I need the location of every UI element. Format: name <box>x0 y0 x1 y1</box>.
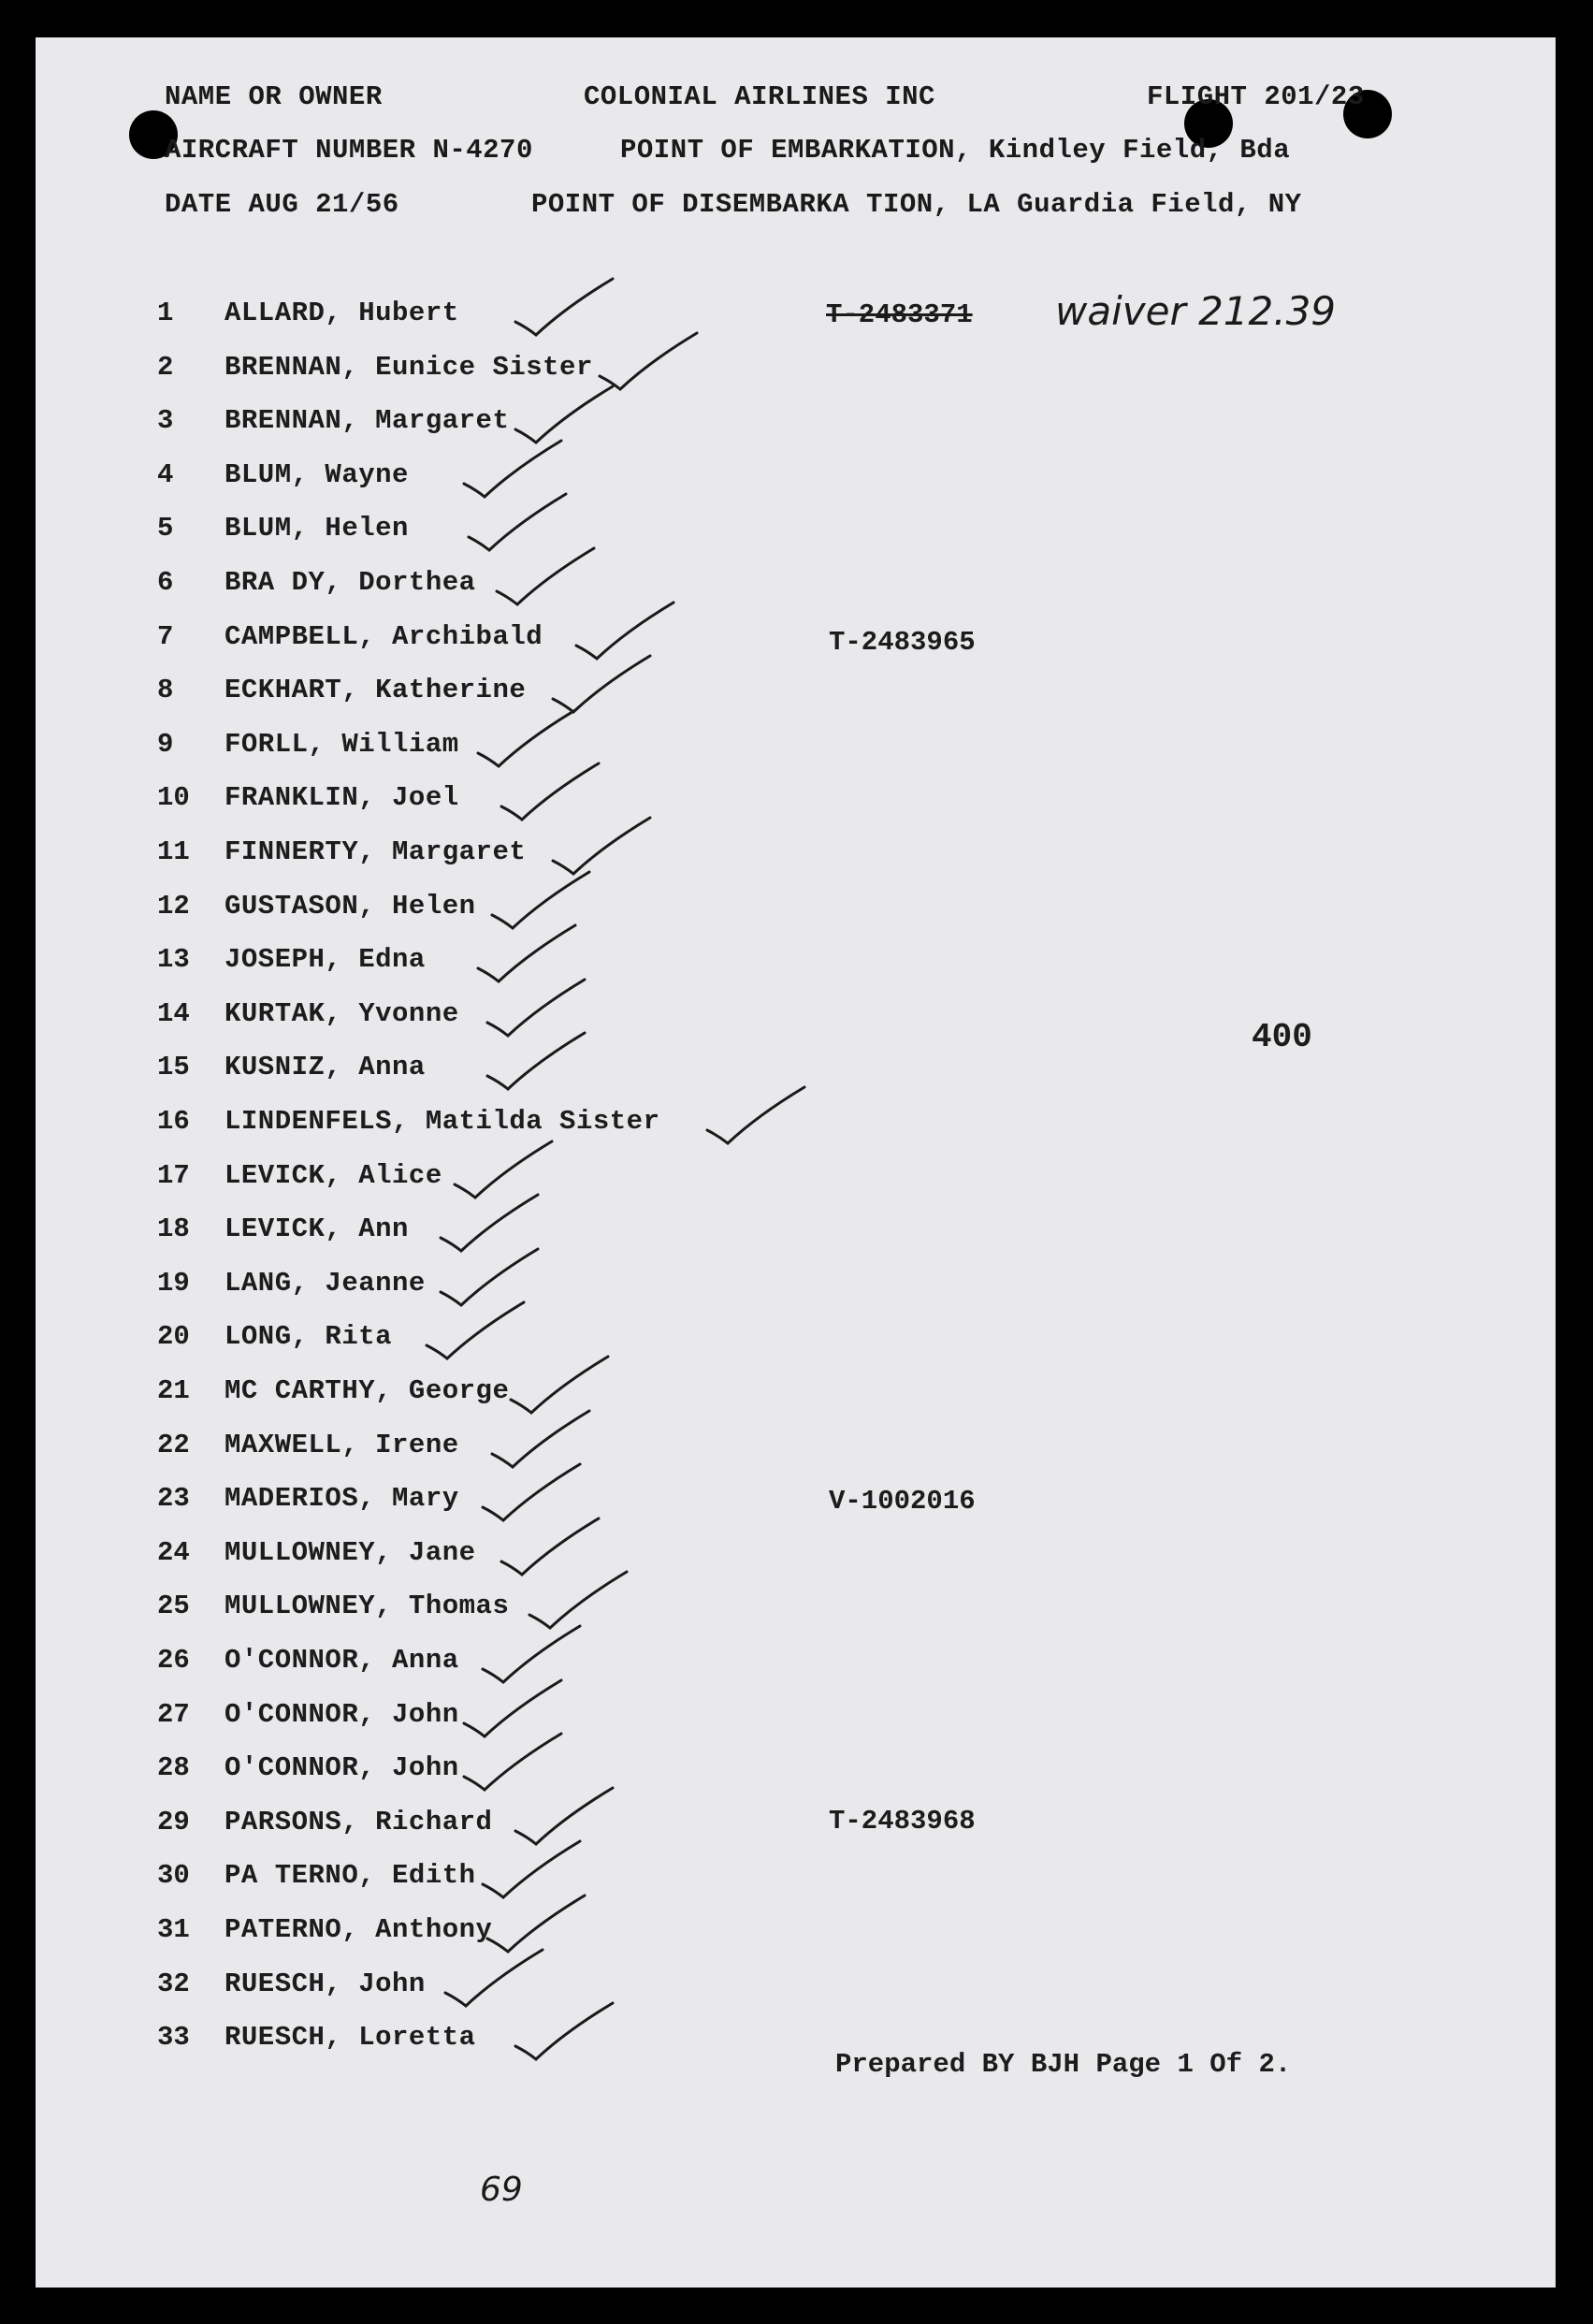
passenger-name: GUSTASON, Helen <box>224 890 476 922</box>
waiver-note: waiver 212.39 <box>1055 288 1337 334</box>
point-of-disembarkation: POINT OF DISEMBARKA TION, LA Guardia Field, NY <box>531 189 1302 220</box>
passenger-number: 25 <box>157 1590 190 1622</box>
passenger-name: O'CONNOR, Anna <box>224 1645 459 1676</box>
passenger-count: 400 <box>1252 1018 1312 1056</box>
passenger-number: 15 <box>157 1052 190 1083</box>
passenger-number: 11 <box>157 836 190 867</box>
passenger-name: O'CONNOR, John <box>224 1752 459 1784</box>
passenger-number: 1 <box>157 298 174 328</box>
passenger-number: 19 <box>157 1267 190 1299</box>
prepared-by-footer: Prepared BY BJH Page 1 Of 2. <box>835 2049 1292 2080</box>
passenger-number: 3 <box>157 405 174 437</box>
passenger-row <box>36 675 1556 729</box>
passenger-row <box>36 1537 1556 1591</box>
passenger-name: LANG, Jeanne <box>224 1267 426 1299</box>
passenger-name: KUSNIZ, Anna <box>224 1052 426 1083</box>
passenger-name: PA TERNO, Edith <box>224 1860 476 1892</box>
passenger-row <box>36 1375 1556 1430</box>
manifest-sheet <box>36 37 1556 2288</box>
passenger-name: JOSEPH, Edna <box>224 944 426 976</box>
passenger-name: LEVICK, Ann <box>224 1213 409 1245</box>
passenger-row <box>36 729 1556 783</box>
passenger-name: LONG, Rita <box>224 1321 393 1353</box>
point-of-embarkation: POINT OF EMBARKATION, Kindley Field, Bda <box>620 135 1291 166</box>
passenger-number: 23 <box>157 1483 190 1515</box>
passenger-row <box>36 782 1556 836</box>
passenger-row <box>36 1699 1556 1753</box>
owner-label: NAME OR OWNER <box>165 81 383 112</box>
passenger-number: 18 <box>157 1213 190 1245</box>
passenger-row <box>36 513 1556 567</box>
passenger-name: FORLL, William <box>224 728 459 760</box>
passenger-name: ECKHART, Katherine <box>224 675 527 706</box>
passenger-row <box>36 1968 1556 2023</box>
ticket-number-7: T-2483965 <box>829 627 976 658</box>
passenger-name: MULLOWNEY, Jane <box>224 1536 476 1568</box>
passenger-name: FINNERTY, Margaret <box>224 836 527 867</box>
passenger-number: 26 <box>157 1645 190 1676</box>
passenger-number: 7 <box>157 620 174 652</box>
passenger-number: 22 <box>157 1429 190 1460</box>
passenger-number: 13 <box>157 944 190 976</box>
passenger-name: KURTAK, Yvonne <box>224 997 459 1029</box>
passenger-row <box>36 567 1556 621</box>
checkmark-icon <box>700 1082 821 1156</box>
checkmark-icon <box>508 1997 630 2072</box>
passenger-number: 33 <box>157 2022 190 2054</box>
passenger-row <box>36 1430 1556 1484</box>
passenger-row <box>36 1914 1556 1968</box>
passenger-name: PARSONS, Richard <box>224 1806 493 1837</box>
passenger-name: MADERIOS, Mary <box>224 1483 459 1515</box>
checkmark-icon <box>480 1027 601 1102</box>
passenger-name: LINDENFELS, Matilda Sister <box>224 1106 660 1137</box>
passenger-name: RUESCH, Loretta <box>224 2022 476 2054</box>
passenger-name: BRENNAN, Eunice Sister <box>224 351 593 383</box>
passenger-name: LEVICK, Alice <box>224 1159 442 1191</box>
passenger-name: BLUM, Wayne <box>224 458 409 490</box>
passenger-name: BRENNAN, Margaret <box>224 405 510 437</box>
passenger-row <box>36 1807 1556 1861</box>
passenger-number: 14 <box>157 997 190 1029</box>
passenger-name: BRA DY, Dorthea <box>224 567 476 598</box>
passenger-name: FRANKLIN, Joel <box>224 782 459 814</box>
airline-name: COLONIAL AIRLINES INC <box>584 81 935 112</box>
passenger-row <box>36 1106 1556 1160</box>
passenger-number: 24 <box>157 1536 190 1568</box>
manifest-date: DATE AUG 21/56 <box>165 189 399 220</box>
passenger-number: 31 <box>157 1914 190 1945</box>
passenger-row <box>36 1213 1556 1268</box>
passenger-name: CAMPBELL, Archibald <box>224 620 543 652</box>
passenger-number: 16 <box>157 1106 190 1137</box>
passenger-number: 8 <box>157 675 174 706</box>
ticket-number-23: V-1002016 <box>829 1486 976 1517</box>
passenger-name: RUESCH, John <box>224 1968 426 1999</box>
passenger-row <box>36 459 1556 514</box>
passenger-name: MC CARTHY, George <box>224 1375 510 1406</box>
passenger-number: 2 <box>157 351 174 383</box>
passenger-name: MULLOWNEY, Thomas <box>224 1590 510 1622</box>
passenger-number: 6 <box>157 567 174 598</box>
passenger-number: 5 <box>157 513 174 545</box>
passenger-row <box>36 1483 1556 1537</box>
passenger-row <box>36 1752 1556 1807</box>
passenger-row <box>36 998 1556 1053</box>
passenger-name: MAXWELL, Irene <box>224 1429 459 1460</box>
passenger-row <box>36 1268 1556 1322</box>
passenger-number: 29 <box>157 1806 190 1837</box>
struck-ticket-number: T-2483371 <box>826 299 973 330</box>
passenger-row <box>36 352 1556 406</box>
passenger-row <box>36 1590 1556 1645</box>
passenger-row <box>36 1160 1556 1214</box>
passenger-row <box>36 621 1556 675</box>
passenger-row <box>36 1860 1556 1914</box>
passenger-row <box>36 1321 1556 1375</box>
passenger-number: 20 <box>157 1321 190 1353</box>
passenger-number: 10 <box>157 782 190 814</box>
passenger-name: ALLARD, Hubert <box>224 298 459 328</box>
passenger-number: 21 <box>157 1375 190 1406</box>
passenger-number: 32 <box>157 1968 190 1999</box>
passenger-number: 28 <box>157 1752 190 1784</box>
passenger-row <box>36 836 1556 891</box>
page-mark: 69 <box>480 2171 523 2209</box>
passenger-number: 9 <box>157 728 174 760</box>
passenger-row <box>36 891 1556 945</box>
ticket-number-29: T-2483968 <box>829 1806 976 1837</box>
aircraft-number: AIRCRAFT NUMBER N-4270 <box>165 135 533 166</box>
passenger-row <box>36 405 1556 459</box>
passenger-row <box>36 944 1556 998</box>
flight-number: FLIGHT 201/23 <box>1147 81 1365 112</box>
passenger-row <box>36 2022 1556 2076</box>
passenger-row <box>36 1645 1556 1699</box>
passenger-name: O'CONNOR, John <box>224 1698 459 1730</box>
passenger-number: 27 <box>157 1698 190 1730</box>
passenger-name: BLUM, Helen <box>224 513 409 545</box>
passenger-number: 4 <box>157 458 174 490</box>
passenger-number: 12 <box>157 890 190 922</box>
passenger-number: 17 <box>157 1159 190 1191</box>
passenger-name: PATERNO, Anthony <box>224 1914 493 1945</box>
passenger-number: 30 <box>157 1860 190 1892</box>
